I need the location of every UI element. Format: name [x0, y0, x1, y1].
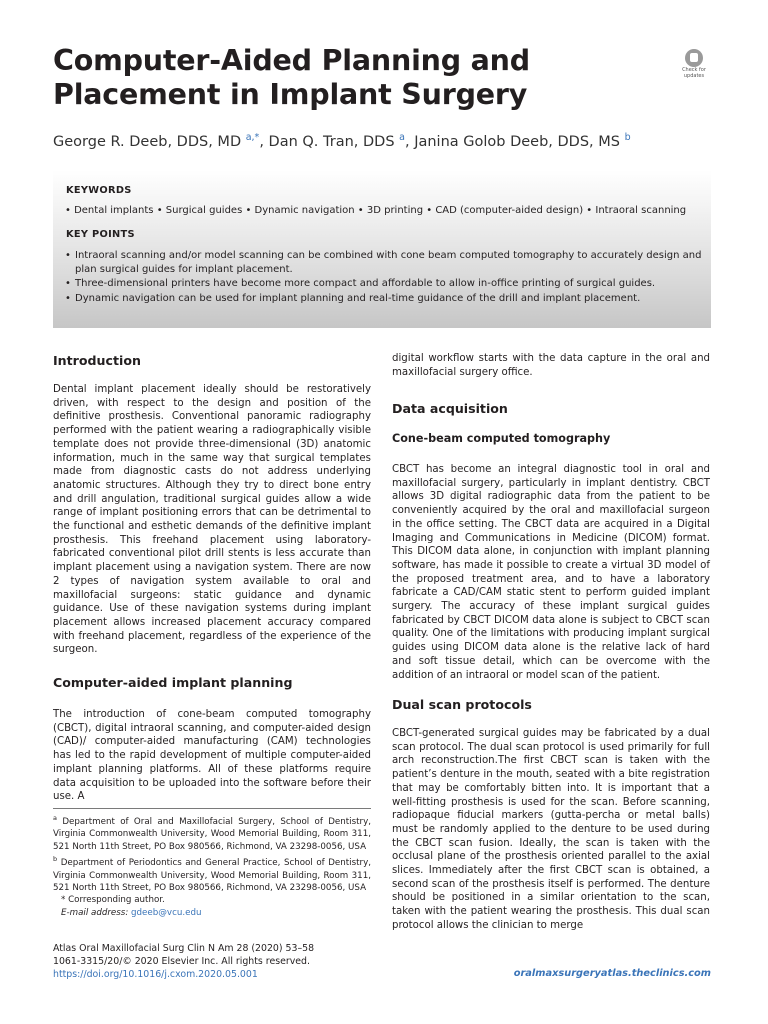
keywords-box: [53, 170, 711, 328]
section-heading-data-acquisition: Data acquisition: [392, 401, 508, 416]
key-point-item: • Intraoral scanning and/or model scanning can be combined with cone beam computed tomography to accurately design and plan surgical guides for implant placement.: [65, 249, 705, 277]
keywords-list: • Dental implants • Surgical guides • Dynamic navigation • 3D printing • CAD (computer-aided design) • Intraoral scanning: [65, 205, 687, 216]
footnote-divider: [53, 808, 371, 809]
email-label: E-mail address:: [61, 907, 129, 918]
paragraph: The introduction of cone-beam computed tomography (CBCT), digital intraoral scanning, and computer-aided design (CAD)/ computer-aided manufacturing (CAM) technologies has led to the rapid development of multiple computer-aided implant planning platforms. All of these platforms require data acquisition to be uploaded into the software before their use. A: [53, 709, 371, 803]
computer-aided-planning-body: [53, 708, 371, 804]
author-separator: ,: [259, 134, 269, 150]
journal-citation: Atlas Oral Maxillofacial Surg Clin N Am 28 (2020) 53–58: [53, 943, 315, 954]
section-heading-introduction: Introduction: [53, 353, 141, 368]
footnote-email: [53, 907, 371, 919]
author-name: Janina Golob Deeb, DDS, MS: [414, 134, 625, 150]
journal-website-link[interactable]: oralmaxsurgeryatlas.theclinics.com: [513, 968, 711, 979]
key-point-item: • Dynamic navigation can be used for implant planning and real-time guidance of the drill and implant placement.: [65, 292, 705, 306]
email-link[interactable]: gdeeb@vcu.edu: [131, 907, 202, 918]
paragraph: digital workflow starts with the data capture in the oral and maxillofacial surgery office.: [392, 353, 710, 378]
dual-scan-body: [392, 727, 710, 933]
author-affiliation[interactable]: a: [399, 132, 405, 143]
copyright-line: 1061-3315/20/© 2020 Elsevier Inc. All rights reserved.: [53, 956, 310, 968]
footnote-affiliation-a: $^a$ Department of Oral and Maxillofacial Surgery, School of Dentistry, Virginia Commonwealth University, Wood Memorial Building, Room 311, 521 North 11th Street, PO Box 980566, Richmond, VA 23298-0056, USA: [53, 814, 372, 852]
paragraph: Dental implant placement ideally should be restoratively driven, with respect to the design and position of the definitive prosthesis. Conventional panoramic radiography performed with the patient wearing a radiographically visible template does not provide three-dimensional (3D) anatomic information, much in the same way that surgical templates made from diagnostic casts do not address underlying anatomic structures. Although they try to direct bone entry and drill angulation, traditional surgical guides allow a wide range of implant positioning errors that can be detrimental to the functional and esthetic demands of the definitive implant prosthesis. This freehand placement using laboratory-fabricated conventional pilot drill stents is less accurate than implant placement using a navigation system. There are now 2 types of navigation system available to oral and maxillofacial surgeons: static guidance and dynamic guidance. Use of these navigation systems during implant placement allows increased placement accuracy compared with freehand placement, regardless of the experience of the surgeon.: [53, 384, 371, 656]
article-title: Computer-Aided Planning and Placement in Implant Surgery: [53, 44, 530, 111]
key-points-list: [65, 249, 705, 306]
footnotes: [53, 812, 371, 919]
key-points-heading: KEY POINTS: [66, 229, 135, 240]
footnote-marker: b: [53, 855, 58, 864]
cbct-body: [392, 463, 710, 682]
author-affiliation[interactable]: b: [624, 132, 631, 143]
footnote-corresponding: * Corresponding author.: [61, 895, 165, 906]
subsection-heading-cbct: Cone-beam computed tomography: [392, 432, 611, 445]
page-footer: [53, 942, 353, 982]
section-heading-dual-scan: Dual scan protocols: [392, 697, 532, 712]
footnote-affiliation-b: $^b$ Department of Periodontics and General Practice, School of Dentistry, Virginia Commonwealth University, Wood Memorial Building, Room 311, 521 North 11th Street, PO Box 980566, Richmond, VA 23298-0056, USA: [53, 855, 372, 894]
key-point-item: • Three-dimensional printers have become more compact and affordable to allow in-office printing of surgical guides.: [65, 277, 705, 291]
keywords-heading: KEYWORDS: [66, 185, 132, 196]
paragraph: CBCT has become an integral diagnostic tool in oral and maxillofacial surgery, particularly in implant dentistry. CBCT allows 3D digital radiographic data from the patient to be conveniently acquired by the oral and maxillofacial surgeon in the office setting. The CBCT data are acquired in a Digital Imaging and Communications in Medicine (DICOM) format. This DICOM data alone, in conjunction with implant planning software, has made it possible to create a virtual 3D model of the proposed treatment area, and to have a laboratory fabricate a CAD/CAM static stent to perform guided implant surgery. The accuracy of these implant surgical guides fabricated by CBCT DICOM data alone is subject to CBCT scan quality. One of the limitations with producing implant surgical guides using DICOM data alone is the relative lack of hard and soft tissue detail, which can be overcome with the addition of an intraoral or model scan of the patient.: [392, 464, 710, 681]
section-heading-computer-aided-planning: Computer-aided implant planning: [53, 675, 293, 690]
doi-link[interactable]: https://doi.org/10.1016/j.cxom.2020.05.001: [53, 969, 258, 981]
check-for-updates-badge[interactable]: [679, 49, 709, 83]
author-separator: ,: [404, 134, 415, 150]
author-name: Dan Q. Tran, DDS: [268, 134, 400, 150]
continued-text: [392, 352, 710, 379]
crossmark-label: Check for updates: [682, 67, 706, 79]
author-list: [53, 132, 733, 150]
introduction-body: [53, 383, 371, 657]
author-name: George R. Deeb, DDS, MD: [53, 134, 246, 150]
paragraph: CBCT-generated surgical guides may be fabricated by a dual scan protocol. The dual scan protocol is used primarily for full arch reconstruction.The first CBCT scan is taken with the patient’s denture in the mouth, seated with a bite registration that may be comfortably bitten into. It is important that a well-fitting prosthesis is used for the scan. Before scanning, radiopaque fiducial markers (gutta-percha or metal balls) must be randomly applied to the denture to be used during the CBCT scan fusion. Ideally, the scan is taken with the occlusal plane of the prosthesis oriented parallel to the axial slices. Immediately after the first CBCT scan is obtained, a second scan of the prosthesis itself is performed. The denture should be positioned in a similar orientation to the scan, taken with the patient wearing the prosthesis. This dual scan protocol allows the clinician to merge: [392, 728, 710, 931]
crossmark-icon: [685, 49, 703, 67]
author-affiliation[interactable]: a,*: [245, 132, 260, 143]
footnote-marker: a: [53, 814, 57, 822]
